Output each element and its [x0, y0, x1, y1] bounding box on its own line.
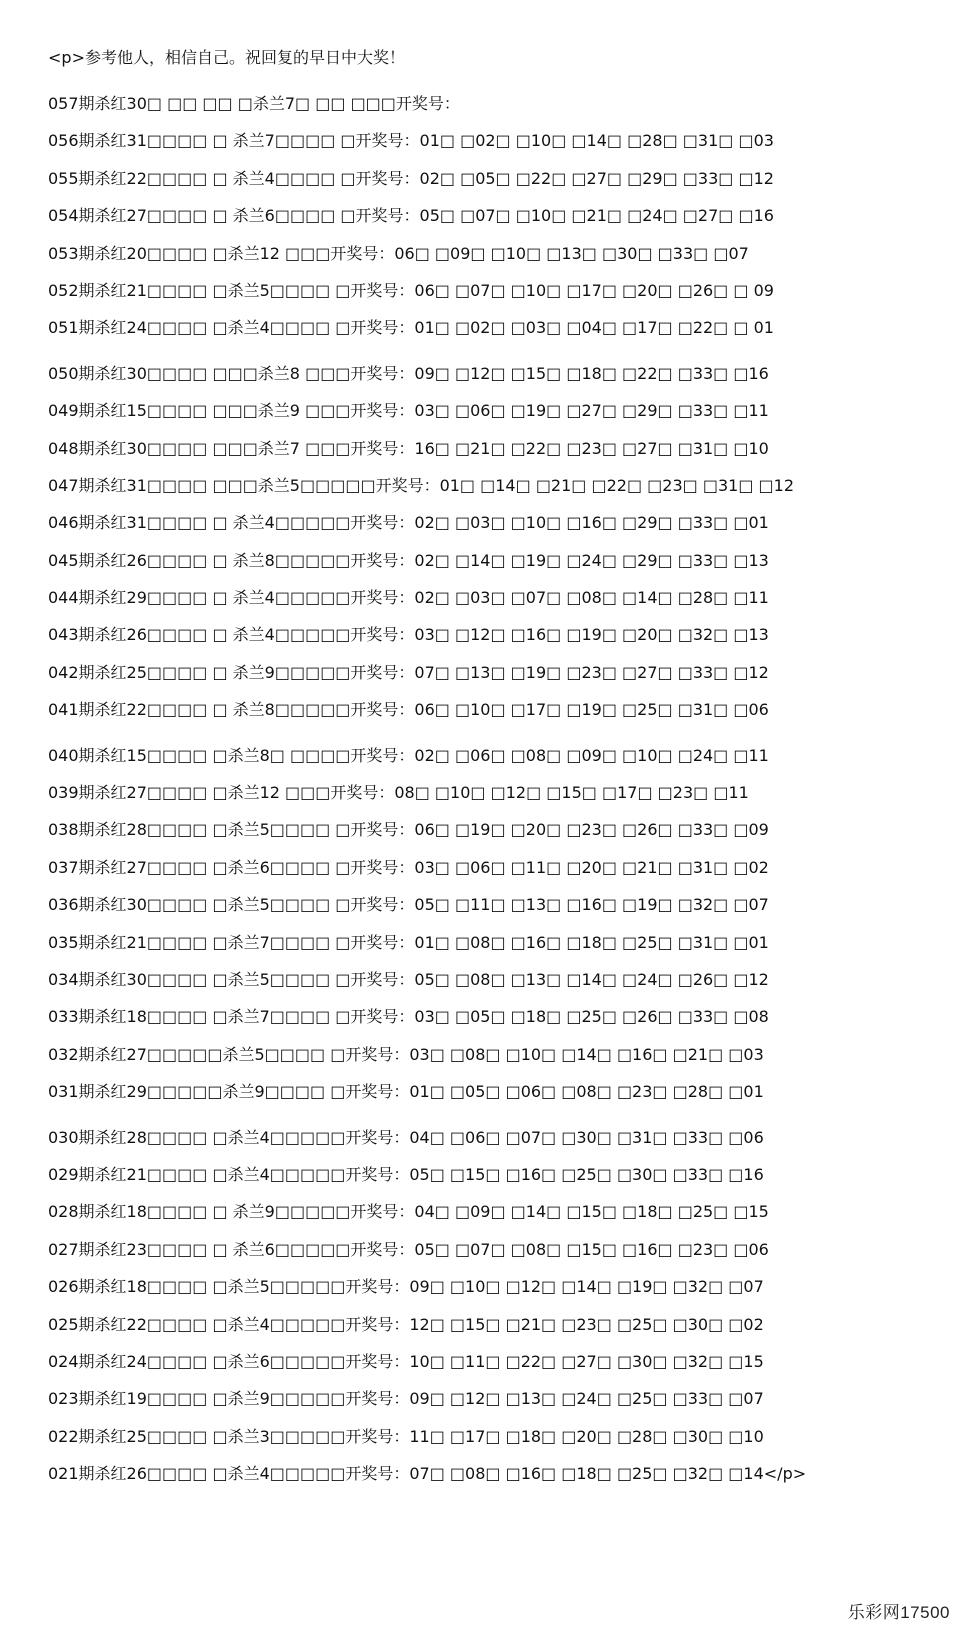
period-line-057: 057期杀红30□ □□ □□ □杀兰7□ □□ □□□开奖号： — [48, 94, 460, 113]
period-line-047: 047期杀红31□□□□ □□□杀兰5□□□□□开奖号：01□ □14□ □21□ □22□ □23□ □31□ □12 — [48, 475, 795, 495]
period-line-030: 030期杀红28□□□□ □杀兰4□□□□□开奖号：04□ □06□ □07□ □30□ □31□ □33□ □06 — [48, 1127, 764, 1147]
period-line-032: 032期杀红27□□□□□杀兰5□□□□ □开奖号：03□ □08□ □10□ □14□ □16□ □21□ □03 — [48, 1044, 764, 1064]
period-line-053: 053期杀红20□□□□ □杀兰12 □□□开奖号：06□ □09□ □10□ □13□ □30□ □33□ □07 — [48, 243, 749, 263]
period-line-045: 045期杀红26□□□□ □ 杀兰8□□□□□开奖号：02□ □14□ □19□ □24□ □29□ □33□ □13 — [48, 550, 769, 570]
period-line-044: 044期杀红29□□□□ □ 杀兰4□□□□□开奖号：02□ □03□ □07□ □08□ □14□ □28□ □11 — [48, 588, 769, 608]
period-group-050-041 — [48, 355, 948, 729]
site-watermark: 乐彩网17500 — [847, 1603, 950, 1622]
period-line-055: 055期杀红22□□□□ □ 杀兰4□□□□ □开奖号：02□ □05□ □22□ □27□ □29□ □33□ □12 — [48, 168, 774, 188]
intro-text: <p>参考他人，相信自己。祝回复的早日中大奖！ — [48, 48, 405, 67]
period-line-027: 027期杀红23□□□□ □ 杀兰6□□□□□开奖号：05□ □07□ □08□ □15□ □16□ □23□ □06 — [48, 1239, 769, 1259]
period-line-024: 024期杀红24□□□□ □杀兰6□□□□□开奖号：10□ □11□ □22□ □27□ □30□ □32□ □15 — [48, 1351, 764, 1371]
period-line-054: 054期杀红27□□□□ □ 杀兰6□□□□ □开奖号：05□ □07□ □10□ □21□ □24□ □27□ □16 — [48, 206, 774, 226]
period-line-040: 040期杀红15□□□□ □杀兰8□ □□□□开奖号：02□ □06□ □08□ □09□ □10□ □24□ □11 — [48, 745, 769, 765]
period-line-022: 022期杀红25□□□□ □杀兰3□□□□□开奖号：11□ □17□ □18□ □20□ □28□ □30□ □10 — [48, 1426, 764, 1446]
period-line-046: 046期杀红31□□□□ □ 杀兰4□□□□□开奖号：02□ □03□ □10□ □16□ □29□ □33□ □01 — [48, 513, 769, 533]
period-line-031: 031期杀红29□□□□□杀兰9□□□□ □开奖号：01□ □05□ □06□ □08□ □23□ □28□ □01 — [48, 1082, 764, 1102]
period-line-035: 035期杀红21□□□□ □杀兰7□□□□ □开奖号：01□ □08□ □16□ □18□ □25□ □31□ □01 — [48, 932, 769, 952]
period-group-040-031 — [48, 737, 948, 1111]
period-line-049: 049期杀红15□□□□ □□□杀兰9 □□□开奖号：03□ □06□ □19□ □27□ □29□ □33□ □11 — [48, 401, 769, 421]
period-line-056: 056期杀红31□□□□ □ 杀兰7□□□□ □开奖号：01□ □02□ □10□ □14□ □28□ □31□ □03 — [48, 131, 774, 151]
period-line-025: 025期杀红22□□□□ □杀兰4□□□□□开奖号：12□ □15□ □21□ □23□ □25□ □30□ □02 — [48, 1314, 764, 1334]
period-line-050: 050期杀红30□□□□ □□□杀兰8 □□□开奖号：09□ □12□ □15□ □18□ □22□ □33□ □16 — [48, 363, 769, 383]
period-line-029: 029期杀红21□□□□ □杀兰4□□□□□开奖号：05□ □15□ □16□ □25□ □30□ □33□ □16 — [48, 1164, 764, 1184]
period-group-057-051 — [48, 85, 948, 347]
period-line-021: 021期杀红26□□□□ □杀兰4□□□□□开奖号：07□ □08□ □16□ □18□ □25□ □32□ □14</p> — [48, 1464, 807, 1484]
period-line-038: 038期杀红28□□□□ □杀兰5□□□□ □开奖号：06□ □19□ □20□ □23□ □26□ □33□ □09 — [48, 820, 769, 840]
period-line-036: 036期杀红30□□□□ □杀兰5□□□□ □开奖号：05□ □11□ □13□ □16□ □19□ □32□ □07 — [48, 895, 769, 915]
period-group-030-021 — [48, 1119, 948, 1493]
period-line-051: 051期杀红24□□□□ □杀兰4□□□□ □开奖号：01□ □02□ □03□ □04□ □17□ □22□ □ 01 — [48, 318, 774, 338]
period-line-023: 023期杀红19□□□□ □杀兰9□□□□□开奖号：09□ □12□ □13□ □24□ □25□ □33□ □07 — [48, 1389, 764, 1409]
period-line-043: 043期杀红26□□□□ □ 杀兰4□□□□□开奖号：03□ □12□ □16□ □19□ □20□ □32□ □13 — [48, 625, 769, 645]
period-line-033: 033期杀红18□□□□ □杀兰7□□□□ □开奖号：03□ □05□ □18□ □25□ □26□ □33□ □08 — [48, 1007, 769, 1027]
period-line-042: 042期杀红25□□□□ □ 杀兰9□□□□□开奖号：07□ □13□ □19□ □23□ □27□ □33□ □12 — [48, 662, 769, 682]
period-line-037: 037期杀红27□□□□ □杀兰6□□□□ □开奖号：03□ □06□ □11□ □20□ □21□ □31□ □02 — [48, 857, 769, 877]
post-content — [48, 40, 948, 1492]
period-line-034: 034期杀红30□□□□ □杀兰5□□□□ □开奖号：05□ □08□ □13□ □14□ □24□ □26□ □12 — [48, 969, 769, 989]
period-line-026: 026期杀红18□□□□ □杀兰5□□□□□开奖号：09□ □10□ □12□ □14□ □19□ □32□ □07 — [48, 1277, 764, 1297]
period-line-048: 048期杀红30□□□□ □□□杀兰7 □□□开奖号：16□ □21□ □22□ □23□ □27□ □31□ □10 — [48, 438, 769, 458]
period-line-052: 052期杀红21□□□□ □杀兰5□□□□ □开奖号：06□ □07□ □10□ □17□ □20□ □26□ □ 09 — [48, 280, 774, 300]
period-line-028: 028期杀红18□□□□ □ 杀兰9□□□□□开奖号：04□ □09□ □14□ □15□ □18□ □25□ □15 — [48, 1202, 769, 1222]
period-line-041: 041期杀红22□□□□ □ 杀兰8□□□□□开奖号：06□ □10□ □17□ □19□ □25□ □31□ □06 — [48, 700, 769, 720]
period-line-039: 039期杀红27□□□□ □杀兰12 □□□开奖号：08□ □10□ □12□ □15□ □17□ □23□ □11 — [48, 783, 749, 803]
